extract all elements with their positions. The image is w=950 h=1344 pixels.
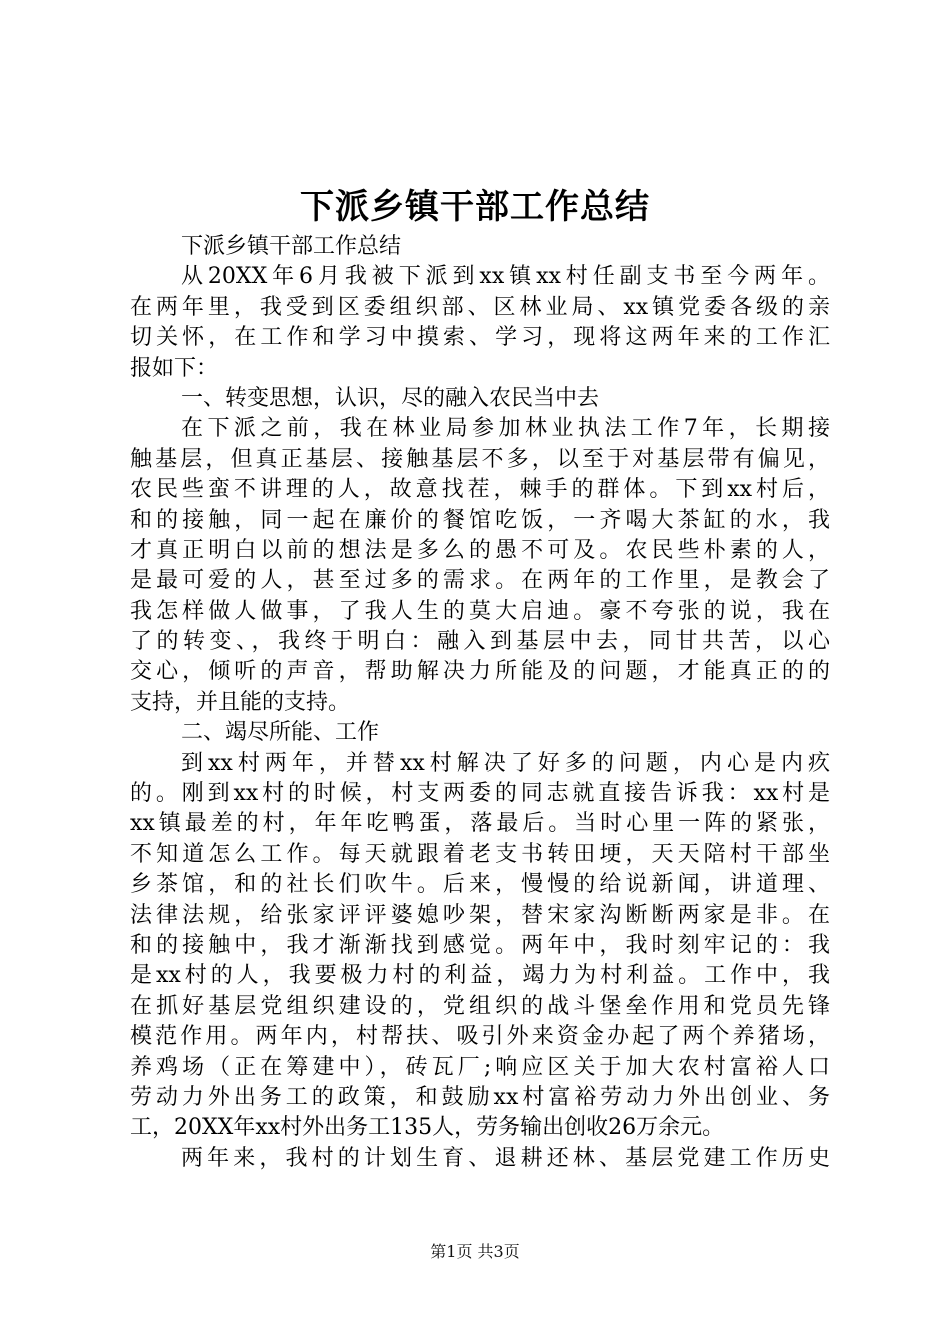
section-heading: 二、竭尽所能、工作 (181, 720, 380, 746)
text-line: 工，20XX年xx村外出务工135人，劳务输出创收26万余元。 (130, 1115, 725, 1141)
text-line: 才真正明白以前的想法是多么的愚不可及。农民些朴素的人， (130, 537, 830, 563)
text-line: 法律法规，给张家评评婆媳吵架，替宋家沟断断两家是非。在 (130, 902, 830, 928)
text-line: 模范作用。两年内，村帮扶、吸引外来资金办起了两个养猪场， (130, 1024, 830, 1050)
text-line: 在两年里，我受到区委组织部、区林业局、xx镇党委各级的亲 (130, 294, 830, 320)
text-line: 我怎样做人做事，了我人生的莫大启迪。豪不夸张的说，我在 (130, 598, 830, 624)
text-line: 不知道怎么工作。每天就跟着老支书转田埂，天天陪村干部坐 (130, 841, 830, 867)
text-line: 在下派之前，我在林业局参加林业执法工作7年，长期接 (181, 416, 830, 442)
section-heading: 一、转变思想，认识，尽的融入农民当中去 (181, 385, 600, 411)
page-number: 第1页 共3页 (430, 1242, 520, 1261)
text-line: 是xx村的人，我要极力村的利益，竭力为村利益。工作中，我 (130, 963, 830, 989)
document-body (130, 232, 830, 1174)
text-line: 下派乡镇干部工作总结 (181, 234, 402, 259)
text-line: 农民些蛮不讲理的人，故意找茬，棘手的群体。下到xx村后， (130, 477, 830, 503)
text-line: 是最可爱的人，甚至过多的需求。在两年的工作里，是教会了 (130, 568, 830, 594)
text-line: 触基层，但真正基层、接触基层不多，以至于对基层带有偏见， (130, 446, 830, 472)
text-line: 到xx村两年，并替xx村解决了好多的问题，内心是内疚 (181, 750, 830, 776)
text-line: 的。刚到xx村的时候，村支两委的同志就直接告诉我：xx村是 (130, 781, 830, 807)
text-line: 乡茶馆，和的社长们吹牛。后来，慢慢的给说新闻，讲道理、 (130, 872, 830, 898)
text-line: 劳动力外出务工的政策，和鼓励xx村富裕劳动力外出创业、务 (130, 1084, 830, 1110)
text-line: 了的转变、，我终于明白：融入到基层中去，同甘共苦，以心 (130, 629, 830, 655)
text-line: 支持，并且能的支持。 (130, 689, 351, 715)
text-line: 和的接触中，我才渐渐找到感觉。两年中，我时刻牢记的：我 (130, 932, 830, 958)
document-title: 下派乡镇干部工作总结 (300, 187, 650, 227)
text-line: 和的接触，同一起在廉价的餐馆吃饭，一齐喝大茶缸的水，我 (130, 507, 830, 533)
text-line: 在抓好基层党组织建设的，党组织的战斗堡垒作用和党员先锋 (130, 993, 830, 1019)
text-line: 报如下： (130, 355, 219, 381)
text-line: 交心，倾听的声音，帮助解决力所能及的问题，才能真正的的 (130, 659, 830, 685)
text-line: xx镇最差的村，年年吃鸭蛋，落最后。当时心里一阵的紧张， (130, 811, 830, 837)
text-line: 养鸡场（正在筹建中），砖瓦厂;响应区关于加大农村富裕人口 (130, 1054, 830, 1080)
text-line: 切关怀，在工作和学习中摸索、学习，现将这两年来的工作汇 (130, 325, 830, 351)
text-line: 从20XX年6月我被下派到xx镇xx村任副支书至今两年。 (181, 264, 830, 290)
text-line: 两年来，我村的计划生育、退耕还林、基层党建工作历史 (181, 1145, 830, 1171)
